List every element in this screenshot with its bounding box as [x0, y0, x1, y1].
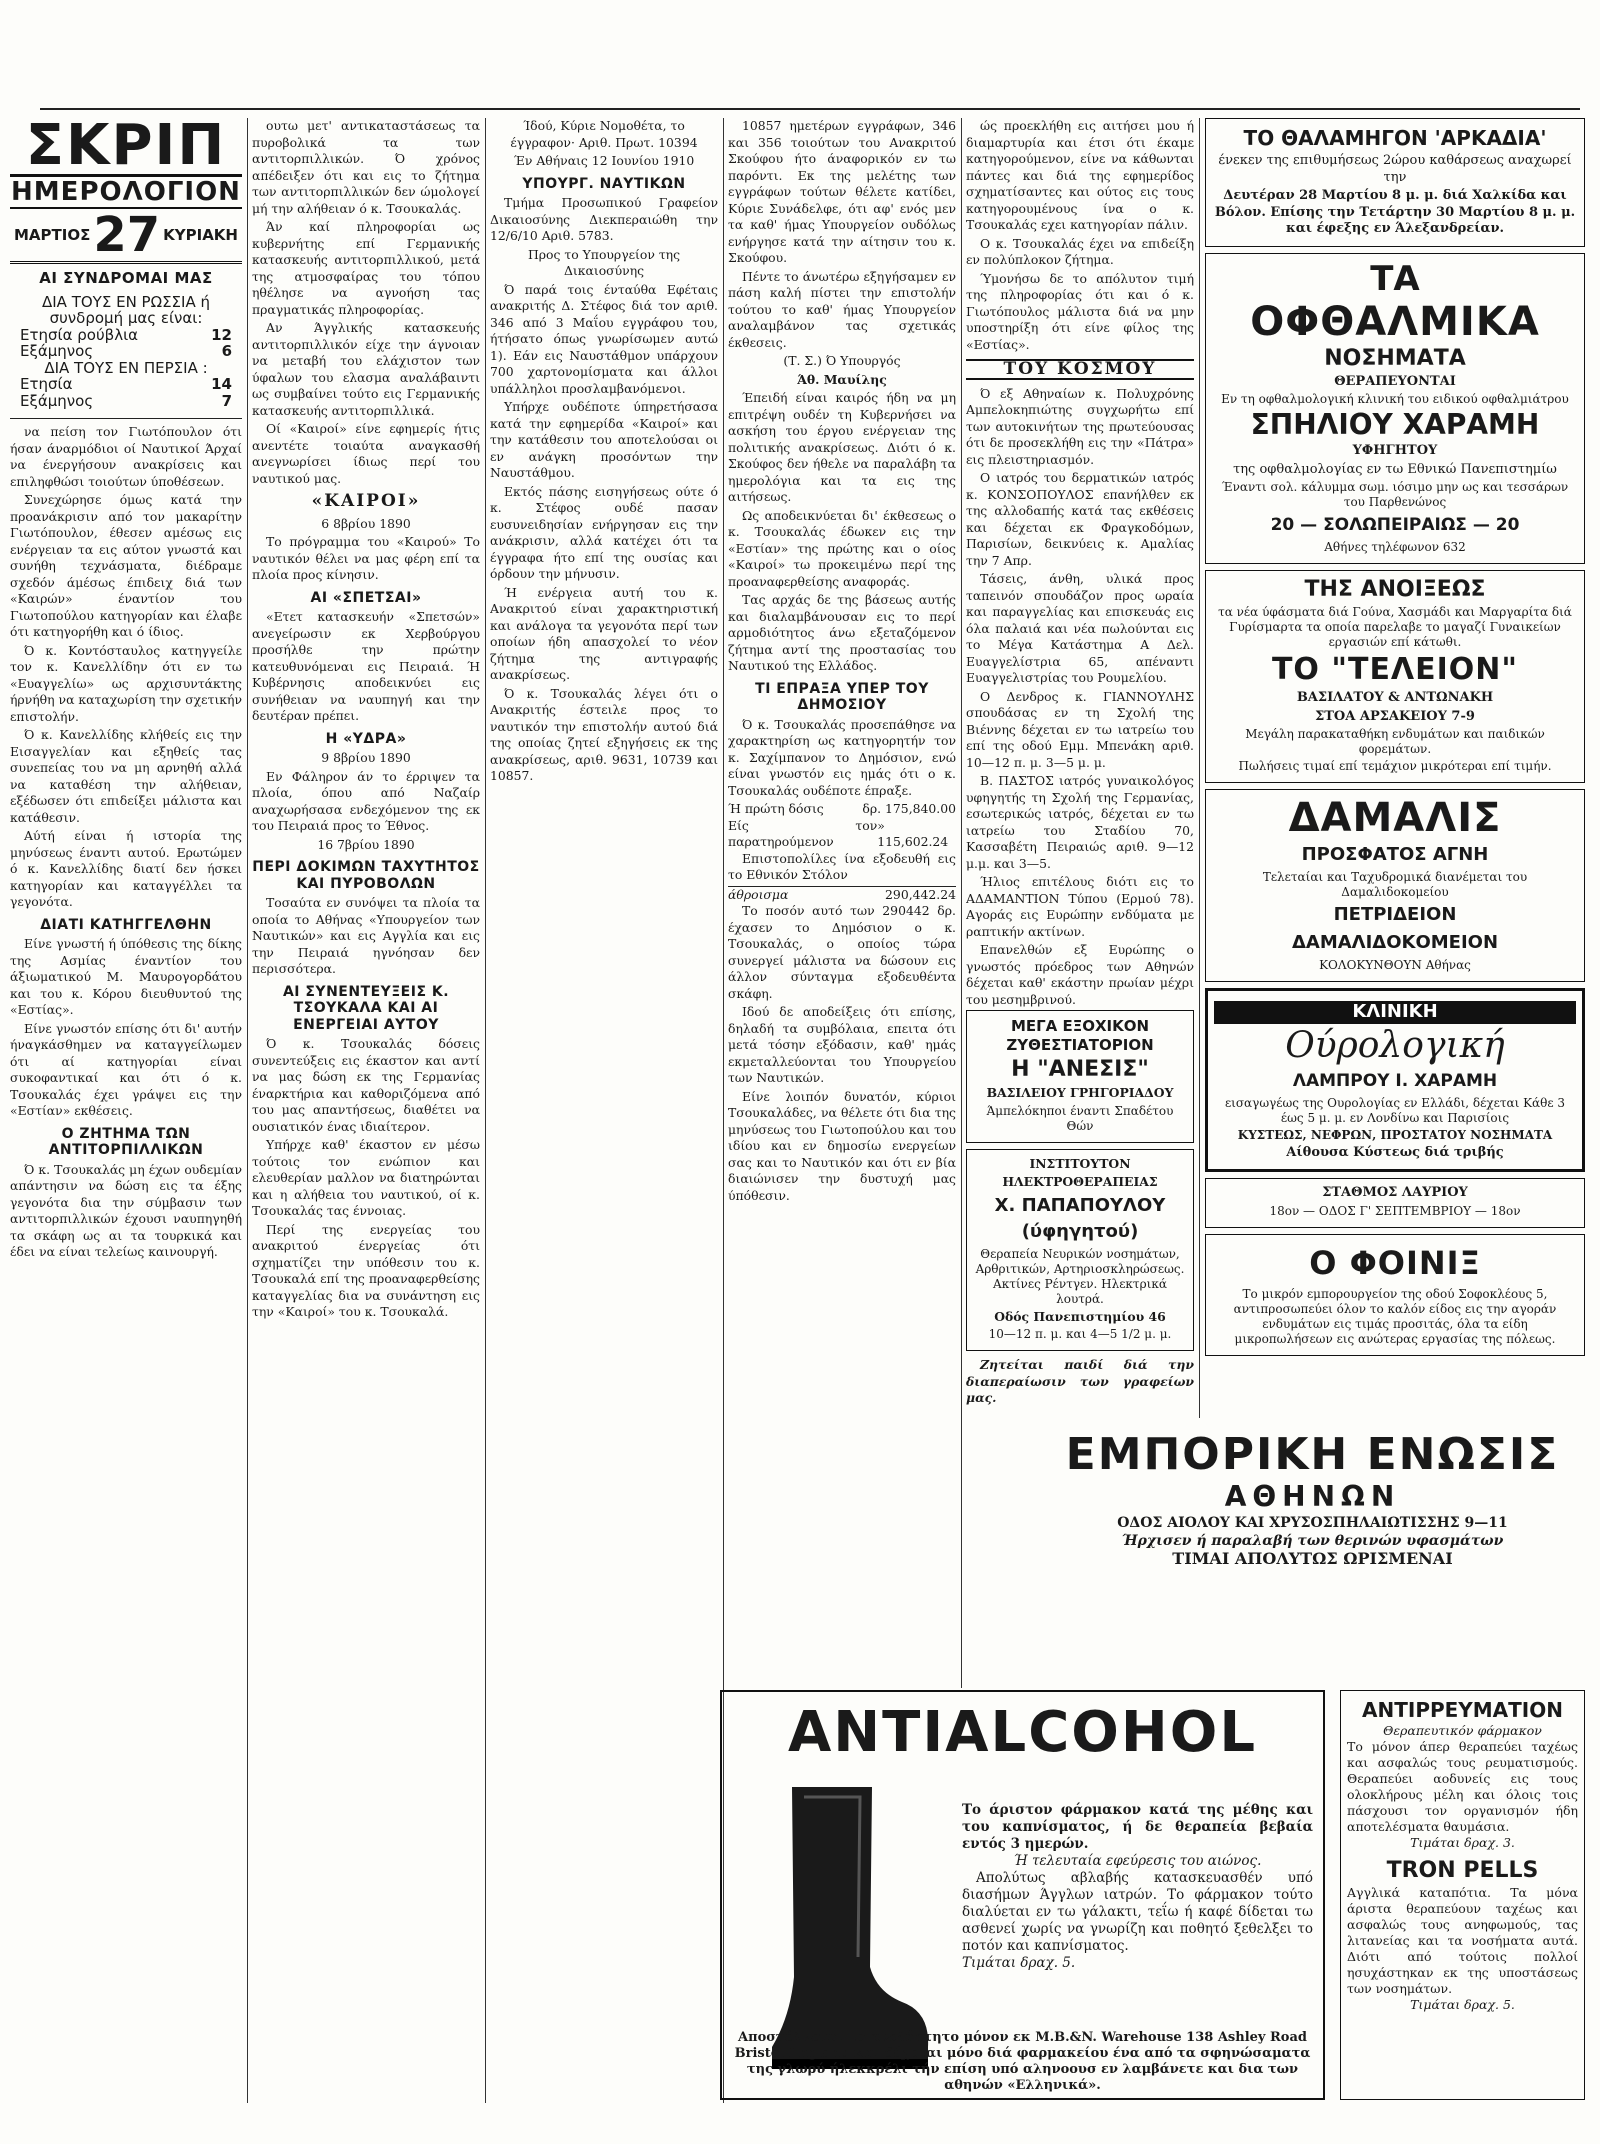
- ad-teleion: ΤΗΣ ΑΝΟΙΞΕΩΣ τα νέα ύφάσματα διά Γούνα, Χασμάδι και Μαργαρίτα διά Γυρίσμαρτα τα οποία παρελαβε το μαγαζί Γυναικείων εργασιών επί κάτωθι. ΤΟ "ΤΕΛΕΙΟΝ" ΒΑΣΙΛΑΤΟΥ & ΑΝΤΩΝΑΚΗ ΣΤΟΑ ΑΡΣΑΚΕΙΟΥ 7-9 Μεγάλη παρακαταθήκη ενδυμάτων και παιδικών φορεμάτων. Πωλήσεις τιμαί επί τεμάχιον μικρότεραι επί τιμήν.: [1205, 570, 1585, 783]
- subscriptions-box: [10, 290, 242, 414]
- emporiki-prices: ΤΙΜΑΙ ΑΠΟΛΥΤΩΣ ΩΡΙΣΜΕΝΑΙ: [1172, 1549, 1453, 1568]
- dateline: 6 8βρίου 1890: [321, 515, 411, 531]
- paragraph: ουτω μετ' αντικαταστάσεως τα πυροβολικά τα των αντιτορπιλλικών. Ό χρόνος απέδειξεν ότι και εις το ζήτημα των αντιτορπιλλικών δεν ώμολογεί μή την αλήθειαν ό κ. Τσουκαλάς.: [252, 118, 480, 216]
- paragraph: Εν Φάληρον άν το έρριψεν τα πλοία, όπου από Ναζαίρ αναχωρήσασα ενδεχόμενον της εκ του Πειραιά προς το Έθνος.: [252, 768, 480, 833]
- letter-recipient: Προς το Υπουργείον της Δικαιοσύνης: [527, 246, 681, 278]
- masthead-title: ΣΚΡΙΠ: [10, 118, 242, 177]
- signature-name: Άθ. Μαυίλης: [797, 371, 887, 387]
- tron-pells-title: TRON PELLS: [1386, 1858, 1539, 1883]
- ad-lavrio-station: ΣΤΑΘΜΟΣ ΛΑΥΡΙΟΥ 18ον — ΟΔΟΣ Γ' ΣΕΠΤΕΜΒΡΙΟΥ — 18ον: [1205, 1178, 1585, 1228]
- letter-date: Έν Αθήναις 12 Ιουνίου 1910: [513, 153, 695, 168]
- paragraph: Ήλιος επιτέλους διότι εις το ΑΔΑΜΑΝΤΙΟΝ Τύπου (Ερμού 78). Αγοράς εις Ευρώπην ενδύματα με ραπτικήν ακτίνων.: [966, 874, 1194, 939]
- paragraph: Ό κ. Κοντόσταυλος κατηγγείλε τον κ. Κανελλίδην ότι εν τω «Ευαγγελίω» ως αρχισυντάκτης ήρνήθη να καταχωρίση την σχετικήν επιστολήν.: [10, 642, 242, 724]
- paragraph: Τοσαύτα εν συνόψει τα πλοία τα οποία τo Αθήνας «Υπουργείον των Ναυτικών» και εις Αγγλία και εις την Πειραιά ηγνόησαν δεν περισσότερα.: [252, 895, 480, 976]
- dateline: 16 7βρίου 1890: [317, 836, 415, 852]
- ad-damalis: ΔΑΜΑΛΙΣ ΠΡΟΣΦΑΤΟΣ ΑΓΝΗ Τελεταίαι και Ταχυδρομικά διανέμεται του Δαμαλιδοκομείου ΠΕΤΡΙΔΕΙΟΝ ΔΑΜΑΛΙΔΟΚΟΜΕΙΟΝ ΚΟΛΟΚΥΝΘΟΥΝ Αθήνας: [1205, 789, 1585, 982]
- ad-arkadia: ΤΟ ΘΑΛΑΜΗΓΟΝ 'ΑΡΚΑΔΙΑ' ένεκεν της επιθυμήσεως 2ώρου καθάρσεως αναχωρεί την Δευτέραν 28 Μαρτίου 8 μ. μ. διά Χαλκίδα και Βόλον. Επίσης την Τετάρτην 30 Μαρτίου 8 μ. μ. και έφεξης εν Άλεξανδρείαν.: [1205, 118, 1585, 247]
- paragraph: Ο ιατρός του δερματικών ιατρός κ. ΚΟΝΣΟΠΟΥΛΟΣ επανήλθεν εκ της αλλοδαπής κατά τας εκθέσεις και δέχεται εκ Φραγκοδόμων, Παρισίων, δεικνύεις κ. Αμαλίας την 7 Απρ.: [966, 470, 1194, 568]
- paragraph: «Ετετ κατασκευήν «Σπετσών» ανεγείρωσιν εκ Χερβούργου προσήλθε την πρώτην κατευθυνόμεναι εις Πειραιά. Ή Κυβέρνησις αποδεικνύει εις συνήθειαν να ναυπηγή και την δευτέραν πρέπει.: [252, 609, 480, 723]
- paragraph: Υπήρχε ουδέποτε ύπηρετήσασα κατά την εφημερίδα «Καιροί» και την κατάθεσιν του αποτελούσαι οι εν ανάγκη προσόντων την Ναυστάθμου.: [490, 399, 718, 480]
- paragraph: Ο κ. Τσουκαλάς έχει να επιδείξη εν πολύπλοκον ζήτημα.: [966, 235, 1194, 267]
- section-heading: ΑΙ «ΣΠΕΤΣΑΙ»: [310, 589, 422, 606]
- subscriptions-heading: ΑΙ ΣΥΝΔΡΟΜΑΙ ΜΑΣ: [39, 269, 213, 287]
- ministry-heading: ΥΠΟΥΡΓ. ΝΑΥΤΙΚΩΝ: [522, 175, 686, 192]
- section-heading: ΤΙ ΕΠΡΑΞΑ ΥΠΕΡ ΤΟΥ ΔΗΜΟΣΙΟΥ: [755, 680, 929, 713]
- paragraph: ώς προεκλήθη εις αιτήσει μου ή διαμαρτυρία και έτσι ότι έκαμε κατηγορούμενον, είνε να κάθωνται πάντες και διά της εφημερίδος σχηματίσαντες και ούτος εις τους κατηγορουμένους ίνα ο κ. Τσουκαλάς εχει κατηγορίαν πάλιν.: [966, 118, 1194, 232]
- column-rule: [1199, 118, 1200, 1418]
- ad-anesis: ΜΕΓΑ ΕΞΟΧΙΚΟΝ ΖΥΘΕΣΤΙΑΤΟΡΙΟΝ Η "ΑΝΕΣΙΣ" ΒΑΣΙΛΕΙΟΥ ΓΡΗΓΟΡΙΑΔΟΥ Άμπελόκηποι έναντι Σπαδέτου Θών: [966, 1010, 1194, 1143]
- column-4: [728, 118, 956, 1678]
- paragraph: Ο Δενδρος κ. ΓΙΑΝΝΟΥΛΗΣ σπουδάσας εν τη Σχολή της Βιέννης δέχεται εν τω ιατρείω του επί της οδού Εμμ. Μπενάκη αριθ. 10—12 π. μ. 3—5 μ. μ.: [966, 688, 1194, 770]
- dateline: [10, 209, 242, 264]
- paragraph: Περί της ενεργείας του ανακριτού ένεργείας ότι σχηματίζει την υπόθεσιν του κ. Τσουκαλά επί της προαναφερθείσης καταγγελίας δια να συνάντηση εις την «Καιροί» του κ. Τσουκαλά.: [252, 1221, 480, 1319]
- section-heading: ΔΙΑΤΙ ΚΑΤΗΓΓΕΛΘΗΝ: [40, 916, 212, 933]
- paragraph: Ό παρά τοις ένταύθα Εφέταις ανακριτής Δ. Στέφος διά τον αριθ. 346 από 3 Μαΐου εγγράφου του, ήτήσατο όπως γνωρίσωμεν αυτώ 1). Εάν εις Ναυστάθμον υπάρχουν 700 χαρτονομίσματα και άλλοι υπάλληλοι προσλαμβανόμενοι.: [490, 281, 718, 396]
- ad-electrotherapy: ΙΝΣΤΙΤΟΥΤΟΝ ΗΛΕΚΤΡΟΘΕΡΑΠΕΙΑΣ Χ. ΠΑΠΑΠΟΥΛΟΥ (ύφηγητού) Θεραπεία Νευρικών νοσημάτων, Αρθριτικών, Αρτηριοσκληρώσεως. Ακτίνες Ρέντγεν. Ηλεκτρικά λουτρά. Οδός Πανεπιστημίου 46 10—12 π. μ. και 4—5 1/2 μ. μ.: [966, 1149, 1194, 1352]
- paragraph: Πέντε το άνωτέρω εξηγήσαμεν εν πάση καλή πίστει την επιστολήν τούτου το καθ' ήμας Υπουργείον αναλαμβάνον τας σχετικάς έκθεσεις.: [728, 268, 956, 350]
- ad-antialcohol: [720, 1690, 1325, 2100]
- dateline: 9 8βρίου 1890: [321, 750, 411, 765]
- letter-department: Τμήμα Προσωπικού Γραφείον Δικαιοσύνης Διεκπεραιώθη την 12/6/10 Αριθ. 5783.: [490, 195, 718, 243]
- paragraph: Επανελθών εξ Ευρώπης ο γνωστός πρόεδρος των Αθηνών δέχεται καθ' εκάστην πρωίαν μέχρι του μεσημβρινού.: [966, 942, 1194, 1007]
- paragraph: Τάσεις, άνθη, υλικά προς ταπεινόν σπουδάζον προς ωραία και παραγγελίας και επισκευάς εις όλα παλαιά και νέα πωλούνται εις το Μέγα Κατάστημα Α Δελ. Ευαγγελίστρια 65, απέναντι Ευαγγελιστρίας του Ρουμελίου.: [966, 571, 1194, 685]
- ad-foinix: Ο ΦΟΙΝΙΞ Το μικρόν εμπορουργείον της οδού Σοφοκλέους 5, αντιπροσωπεύει όλον το καλόν είδος εις την αγοράν ενδυμάτων εις τιμάς προσιτάς, όλα τα είδη μικροπωλήσεων εις ανώτερας εργασίας της πόλεως.: [1205, 1234, 1585, 1356]
- section-heading: ΠΕΡΙ ΔΟΚΙΜΩΝ ΤΑΧΥΤΗΤΟΣ ΚΑΙ ΠΥΡΟΒΟΛΩΝ: [252, 859, 480, 892]
- paragraph: Εκτός πάσης εισηγήσεως ούτε ό κ. Στέφος ουδέ πασαν ευσυνειδησίαν ενήργησαν εις την ανάκρισιν, αλλά κατέχει ότι τα έγγραφα ήτο επί της ουσίας και όρδουν την μήνυσιν.: [490, 483, 718, 581]
- paragraph: Το ποσόν αυτό των 290442 δρ. έχασεν το Δημόσιον ο κ. Τσουκαλάς, ο οποίος τώρα συνεργεί μάλιστα να δώσουν εις άλλον σύνταγμα εξοδευθέντα σκάφη.: [728, 903, 956, 1001]
- antialcohol-text: Το άριστον φάρμακον κατά της μέθης και του καπνίσματος, ή δε θεραπεία βεβαία εντός 3 ημερών. Ή τελευταία εφεύρεσις του αιώνος. Απολύτως αβλαβής κατασκευασθέν υπό διασήμων Άγγλων ιατρών. Το φάρμακον τούτο διαλύεται εν τω γάλακτι, τεΐω ή καφέ δίδεται τω ασθενεί χωρίς να γνωρίζη και ποθητό ξεθελξει το ποτόν και καπνίσματος. Τιμάται δραχ. 5.: [962, 1802, 1313, 1971]
- subscriptions-intro: ΔΙΑ ΤΟΥΣ ΕΝ ΡΩΣΣΙΑ ή συνδρομή μας είναι:: [42, 292, 210, 327]
- section-heading: Η «ΥΔΡΑ»: [325, 730, 407, 747]
- section-title-kairoi: «ΚΑΙΡΟΙ»: [311, 491, 421, 511]
- paragraph: Ιδού δε αποδείξεις ότι επίσης, δηλαδή τα συμβόλαια, επειτα ότι μετά τόσην εξόδασιν, καθ' ημάς εκμεταλλεύονται του Υπουργείου των Ναυτικών.: [728, 1004, 956, 1085]
- ad-emporiki-enosis: [1040, 1430, 1585, 1568]
- paragraph: Ό κ. Τσουκαλάς δόσεις συνεντεύξεις εις έκαστον και αντί να μας δώση εκ της Γερμανίας έναρκτήρια και καθοριζόμενα από του μας απαντήσεως, διαθέτει να ουσιατικόν ένας ιδιαίτερον.: [252, 1036, 480, 1134]
- ad-urology-clinic: ΚΛΙΝΙΚΗ Ούρολογική ΛΑΜΠΡΟΥ Ι. ΧΑΡΑΜΗ εισαγωγέως της Ουρολογίας εν Ελλάδι, δέχεται Κάθε 3 έως 5 μ. μ. εν Λονδίνω και Παρισίοις ΚΥΣΤΕΩΣ, ΝΕΦΡΩΝ, ΠΡΟΣΤΑΤΟΥ ΝΟΣΗΜΑΤΑ Αίθουσα Κύστεως διά τριβής: [1205, 988, 1585, 1172]
- section-heading: ΑΙ ΣΥΝΕΝΤΕΥΞΕΙΣ Κ. ΤΣΟΥΚΑΛΑ ΚΑΙ ΑΙ ΕΝΕΡΓΕΙΑΙ ΑΥΤΟΥ: [282, 983, 450, 1033]
- subs-row: Ετησία 14: [20, 375, 232, 393]
- antialcohol-footer: Αποστέλλεται το ανεξάρτητο μόνον εκ M.B.&N. Warehouse 138 Ashley Road Bristol England και δέχεται μόνο διά φαρμακείου ένα από τα σφηνώσαματα της γλωρύ ήλεκκρέλι τήν επίση υπό αληνοουσ εν λαμβάνετε και δια των αθηνών «Ελληνικά».: [734, 2030, 1311, 2093]
- paragraph: Ύμονήσω δε το απόλυτον τιμή της πληροφορίας ότι και ό κ. Γιωτόπουλος μάλιστα διά να μην υποστηρίξη ότι είνε φίλος της «Εστίας».: [966, 270, 1194, 352]
- column-1: [10, 118, 242, 2103]
- paragraph: Ό κ. Τσουκαλάς λέγει ότι ο Ανακριτής έστειλε προς το ναυτικόν την επιστολήν αυτού διά της οποίας ζητεί εξηγήσεις εκ της ανακρίσεως, αριθ. 9631, 10739 και 10857.: [490, 685, 718, 783]
- paragraph: να πείση τον Γιωτόπουλον ότι ήσαν άναρμόδιοι οί Ναυτικοί Άρχαί να ένεργήσουν ανακρίσεις και επιληφθώσι τοιούτων ύποθέσεων.: [10, 424, 242, 489]
- column-3: [490, 118, 718, 2103]
- paragraph: Είνε γνωστή ή ύπόθεσις της δίκης της Ασμίας έναντίον του άξιωματικού Μ. Μαυρογορδάτου και του κ. Κόρου διευθυντού της «Εστίας».: [10, 936, 242, 1017]
- paragraph: Συνεχώρησε όμως κατά την προανάκρισιν από τον μακαρίτην Γιωτόπουλον, έθεσεν αμέσως εις ενέργειαν τα εις αύτον γνωστά και συνήθη τεχνάσματα, διέδραμε σχεδόν άμέσως έπιδειχ διά των «Καιρών» έναντίον του Γιωτοπούλου κατηγορίαν και έλαβε ότι κατηγορήθη και ό ίδιος.: [10, 492, 242, 639]
- paragraph: Ή ενέργεια αυτή του κ. Ανακριτού είναι χαρακτηριστική και ανάλογα τα γεγονότα περί των οποίων ήδη απασχολεί το νέον ζήτημα της αντιγραφής ανακρίσεως.: [490, 584, 718, 682]
- account-row: Ή πρώτη δόσις δρ. 175,840.00: [728, 801, 956, 816]
- column-6-ads: [1205, 118, 1585, 1418]
- antialcohol-title: ANTIALCOHOL: [787, 1700, 1258, 1765]
- paragraph: Άν καί πληροφορίαι ως κυβερνήτης επί Γερμανικής κατασκευής αντιτορπιλλικού, μετά της ατμοσφαίρας του τόπου ηθέλησε να αγνοήση τας πραγματικάς πληροφορίας.: [252, 219, 480, 317]
- signature-line: (Τ. Σ.) Ό Υπουργός: [783, 353, 901, 368]
- paragraph: Το πρόγραμμα του «Καιρού» Το ναυτικόν θέλει να μας φέρη επί τα πλοία προς κίνησιν.: [252, 534, 480, 582]
- subs-row: Εξάμηνος 6: [20, 342, 232, 360]
- emporiki-line: Ήρχισεν ή παραλαβή των θερινών υφασμάτων: [1121, 1533, 1504, 1549]
- paragraph: Οί «Καιροί» είνε εφημερίς ήτις ανεντέτε τοιαύτα αναγκασθή ανεγνωρίσει ίδιως περί του ναυτικού μας.: [252, 421, 480, 486]
- rheum-title: ΑΝΤΙΡΡΕΥΜΑΤΙΟΝ: [1362, 1698, 1563, 1722]
- paragraph: Τας αρχάς δε της βάσεως αυτής και διαλαμβάνουσαν εις το περί αρμοδιότητος άνω εξεταζόμενον ζήτημα αντί της προστασίας του Ναυτικού της Ελλάδος.: [728, 592, 956, 673]
- subs-row: Εξάμηνος 7: [20, 391, 232, 410]
- column-rule: [961, 118, 962, 1688]
- subs-row: Ετησία ρούβλια 12: [20, 325, 232, 344]
- paragraph: Β. ΠΑΣΤΟΣ ιατρός γυναικολόγος υφηγητής τη Σχολή της Γερμανίας, εσωτερικώς ιατρός, δέχεται εν τω ιατρείω του Σταδίου 70, Κασσαβέτη Πειραιώς αριθ. 9—12 μ.μ. και 3—5.: [966, 773, 1194, 871]
- date-day: 27: [93, 207, 161, 263]
- paragraph: Είνε γνωστόν επίσης ότι δι' αυτήν ήναγκάσθημεν να καταγγείλωμεν ότι αί κατηγορίαι είναι συκοφαντικαί και ότι ό κ. Τσουκαλάς έχει γράψει εις την «Εστίαν» εκθέσεις.: [10, 1020, 242, 1118]
- section-title-kosmos: ΤΟΥ ΚΟΣΜΟΥ: [966, 359, 1194, 380]
- paragraph: 10857 ημετέρων εγγράφων, 346 και 356 τοιούτων του Ανακριτού Σκούφου ήτο άναφορικόν εν τω παρόντι. Εκ της μελέτης των εγγράφων τούτων θέλετε κατίδει, Κύριε Συνάδελφε, ότι αφ' ενός μεν τα καθ' ήμας Υπουργείον ουδόλως ενήργησε κατά την αίτησιν του κ. Σκούφου.: [728, 118, 956, 265]
- paragraph: Ό εξ Αθηναίων κ. Πολυχρόνης Αμπελοκηπιώτης συγχωρήτω επί των αυτοκινήτων της πρωτεύουσας ότι δε προσεκλήθη εις την «Πάτρα» εις πλειστηριασμόν.: [966, 385, 1194, 467]
- emporiki-address: ΟΔΟΣ ΑΙΟΛΟΥ ΚΑΙ ΧΡΥΣΟΣΠΗΛΑΙΩΤΙΣΣΗΣ 9—11: [1117, 1515, 1508, 1531]
- date-weekday: ΚΥΡΙΑΚΗ: [163, 225, 238, 244]
- emporiki-title: ΕΜΠΟΡΙΚΗ ΕΝΩΣΙΣ: [1065, 1429, 1560, 1480]
- ad-ophthalmic: ΤΑ ΟΦΘΑΛΜΙΚΑ ΝΟΣΗΜΑΤΑ ΘΕΡΑΠΕΥΟΝΤΑΙ Εν τη οφθαλμολογική κλινική του ειδικού οφθαλμιάτρου ΣΠΗΛΙΟΥ ΧΑΡΑΜΗ ΥΦΗΓΗΤΟΥ της οφθαλμολογίας εν τω Εθνικώ Πανεπιστημίω Έναντι σολ. κάλυμμα σωμ. ιόσιμο μην ως και τεσσάρων του Παρθενώνος 20 — ΣΟΛΩΠΕΙΡΑΙΩΣ — 20 Αθήνες τηλέφωνον 632: [1205, 253, 1585, 565]
- top-rule: [40, 108, 1580, 110]
- column-2: [252, 118, 480, 2103]
- column-rule: [485, 118, 486, 2103]
- paragraph: Ως αποδεικνύεται δι' έκθεσεως ο κ. Τσουκαλάς έδωκεν εις την «Εστίαν» της πρώτης και ο οίος «Καιροί» τω προκειμένω περί της προαναφερθείσης αναφοράς.: [728, 507, 956, 589]
- paragraph: Έπειδή είναι καιρός ήδη να μη επιτρέψη ουδέν τη Κυβερνήσει να ασκήση του έργου ενέργειαν της πολιτικής ανακρίσεως. Διότι ό κ. Σκούφος δεν ήθελε να παραλάβη τα ημερολόγια και τα εις της αιτήσεως.: [728, 390, 956, 504]
- section-heading: Ο ΖΗΤΗΜΑ ΤΩΝ ΑΝΤΙΤΟΡΠΙΛΛΙΚΩΝ: [48, 1125, 204, 1158]
- paragraph: Αν Άγγλικής κατασκευής αντιτορπιλλικόν είχε την άγνοιαν να μεταβή του ελάχιστον των ύφαλων του ελασμα αναλάβαιντι ως συμβαίνει τούτο εις Γερμανικής κατασκευής αντιτορπιλλικά.: [252, 320, 480, 418]
- emporiki-city: ΑΘΗΝΩΝ: [1224, 1480, 1401, 1513]
- masthead-subtitle: ΗΜΕΡΟΛΟΓΙΟΝ: [11, 177, 241, 207]
- ad-antirheumation: ΑΝΤΙΡΡΕΥΜΑΤΙΟΝ Θεραπευτικόν φάρμακον Το μόνον άπερ θεραπεύει ταχέως και ασφαλώς τους ρευματισμούς. Θεραπεύει αοδυνείς εις τους ολοκλήρους μέλη και όλοις τοις πάσχουσι τον οργανισμόν ήδη αποτελέσματα θαυμάσια. Τιμάται δραχ. 3. TRON PELLS Αγγλικά καταπότια. Τα μόνα άριστα θεραπεύουν ταχέως και ασφαλώς τους ανηφωμούς, τας λιτανείας και τα νοσήματα αυτά. Διότι από τούτοις πολλοί ησυχάστηκαν εκ της υποστάσεως των νοσημάτων. Τιμάται δραχ. 5.: [1340, 1690, 1585, 2100]
- paragraph: Ό κ. Τσουκαλάς μη έχων ουδεμίαν απάντησιν να δώση εις τα έξης γεγονότα δια την σύμβασιν των αντιτορπιλλικών έχουσι ναυπηγηθή τα σκάφη ως αι τα τουρκικά και έδει να είναι τελείως καινουργή.: [10, 1161, 242, 1259]
- account-row: Είς τον παρατηρούμενον » 115,602.24: [728, 817, 949, 849]
- column-5: [966, 118, 1194, 1418]
- paragraph: Αύτή είναι ή ιστορία της μηνύσεως έναντι αυτού. Ερωτώμεν ό κ. Κανελλίδης διατί δεν ήσκει κατηγορίαν και καταγγέλλει τα γεγονότα.: [10, 828, 242, 909]
- notice: Ζητείται παιδί διά την διαπεραίωσιν των γραφείων μας.: [966, 1357, 1194, 1405]
- date-month: ΜΑΡΤΙΟΣ: [14, 225, 91, 244]
- account-total: άθροισμα 290,442.24: [728, 886, 956, 902]
- paragraph: Ό κ. Κανελλίδης κλήθείς εις την Εισαγγελίαν και εξηθείς τας συνεπείας του να μη αρνηθή αλλά να καταθέση την αλήθειαν, εξέδωσεν ότι επιδείξει μάλιστα και κατάθεσιν.: [10, 727, 242, 825]
- paragraph: Ό κ. Τσουκαλάς προσεπάθησε να χαρακτηρίση ως κατηγορητήν τον κ. Σαχίμπανον το Δημόσιον, ενώ είναι γνωστόν εις ημάς ότι ο κ. Τσουκαλάς ουδέποτε έπραξε.: [728, 716, 956, 798]
- paragraph: Υπήρχε καθ' έκαστον εν μέσω τούτοις τον ενώπιον και ελευθερίαν μαλλον να διατηρώνται και η αλήθεια του ναυτικού, οί κ. Τσουκαλάς τας έννοιας.: [252, 1137, 480, 1218]
- letter-header: Ίδού, Κύριε Νομοθέτα, το έγγραφον· Αριθ. Πρωτ. 10394: [510, 118, 698, 150]
- subscriptions-persia: ΔΙΑ ΤΟΥΣ ΕΝ ΠΕΡΣΙΑ :: [44, 358, 208, 377]
- account-note: Επιστοπολίλες ίνα εξοδευθή εις το Εθνικόν Στόλον: [728, 850, 956, 882]
- paragraph: Είνε λοιπόν δυνατόν, κύριοι Τσουκαλάδες, να θέλετε ότι δια της μηνύσεως του Γιωτοπούλου και του ιδίου και εν δημοσίω ενεργείων σας και το Ναυτικόν και ότι εν βία διαιώνισεν την δυστυχή μας ύπόθεσιν.: [728, 1088, 956, 1203]
- column-rule: [247, 118, 248, 2103]
